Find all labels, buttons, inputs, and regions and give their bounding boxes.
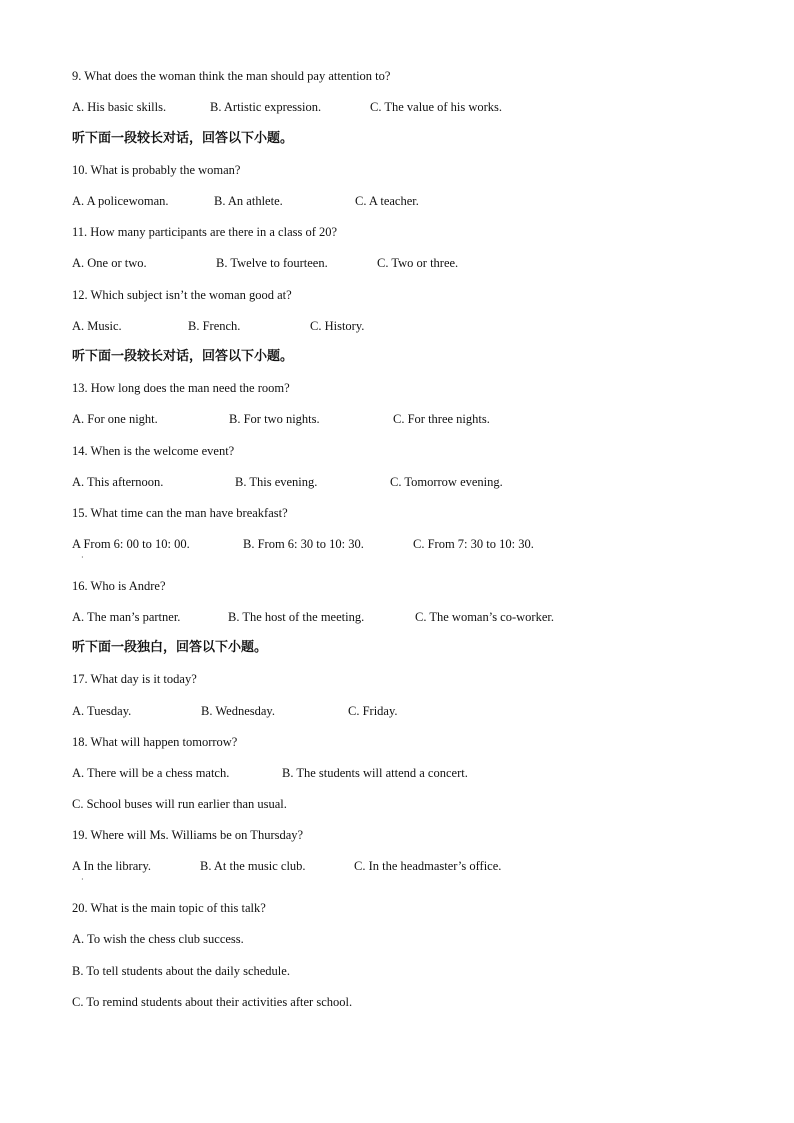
option-c: C. From 7: 30 to 10: 30. — [413, 537, 534, 551]
option-a: A. A policewoman. — [72, 194, 169, 208]
option-c: C. The woman’s co-worker. — [415, 610, 554, 624]
option-c: C. A teacher. — [355, 194, 419, 208]
option-c: C. Two or three. — [377, 256, 459, 270]
option-b: B. The students will attend a concert. — [282, 766, 468, 780]
question-20: 20. What is the main topic of this talk? — [72, 901, 266, 915]
question-16: 16. Who is Andre? — [72, 579, 166, 593]
question-10: 10. What is probably the woman? — [72, 163, 241, 177]
option-b: B. The host of the meeting. — [228, 610, 365, 624]
option-b: B. Wednesday. — [201, 704, 275, 718]
stray-dot-mark: · — [81, 875, 84, 884]
option-c: C. The value of his works. — [370, 100, 503, 114]
option-b: B. Twelve to fourteen. — [216, 256, 328, 270]
option-a: A. Music. — [72, 319, 122, 333]
option-a: A. His basic skills. — [72, 100, 167, 114]
question-18: 18. What will happen tomorrow? — [72, 735, 238, 749]
option-c-line: C. To remind students about their activities after school. — [72, 995, 353, 1009]
section-header: 听下面一段较长对话，回答以下小题。 — [72, 349, 294, 364]
option-b: B. French. — [188, 319, 241, 333]
question-14: 14. When is the welcome event? — [72, 444, 235, 458]
option-b: B. An athlete. — [214, 194, 283, 208]
option-a: A. Tuesday. — [72, 704, 132, 718]
option-c: C. History. — [310, 319, 365, 333]
question-11: 11. How many participants are there in a class of 20? — [72, 225, 338, 239]
option-b: B. From 6: 30 to 10: 30. — [243, 537, 364, 551]
question-19: 19. Where will Ms. Williams be on Thursday? — [72, 828, 304, 842]
option-c-line: C. School buses will run earlier than usual. — [72, 797, 287, 811]
option-b-line: B. To tell students about the daily schedule. — [72, 964, 290, 978]
question-17: 17. What day is it today? — [72, 672, 197, 686]
option-c: C. Tomorrow evening. — [390, 475, 503, 489]
option-a: A. There will be a chess match. — [72, 766, 230, 780]
section-header: 听下面一段独白，回答以下小题。 — [72, 640, 268, 655]
stray-dot-mark: · — [81, 553, 84, 562]
option-b: B. For two nights. — [229, 412, 320, 426]
option-a: A. For one night. — [72, 412, 158, 426]
option-b: B. This evening. — [235, 475, 318, 489]
option-a: A. The man’s partner. — [72, 610, 181, 624]
question-12: 12. Which subject isn’t the woman good at? — [72, 288, 292, 302]
option-b: B. Artistic expression. — [210, 100, 322, 114]
option-a: A From 6: 00 to 10: 00. — [72, 537, 190, 551]
section-header: 听下面一段较长对话，回答以下小题。 — [72, 131, 294, 146]
option-c: C. Friday. — [348, 704, 398, 718]
question-15: 15. What time can the man have breakfast? — [72, 506, 288, 520]
option-a: A. One or two. — [72, 256, 147, 270]
option-a: A In the library. — [72, 859, 152, 873]
question-9: 9. What does the woman think the man should pay attention to? — [72, 69, 391, 83]
question-13: 13. How long does the man need the room? — [72, 381, 290, 395]
option-a: A. This afternoon. — [72, 475, 164, 489]
option-a-line: A. To wish the chess club success. — [72, 932, 244, 946]
option-b: B. At the music club. — [200, 859, 306, 873]
option-c: C. For three nights. — [393, 412, 490, 426]
option-c: C. In the headmaster’s office. — [354, 859, 502, 873]
